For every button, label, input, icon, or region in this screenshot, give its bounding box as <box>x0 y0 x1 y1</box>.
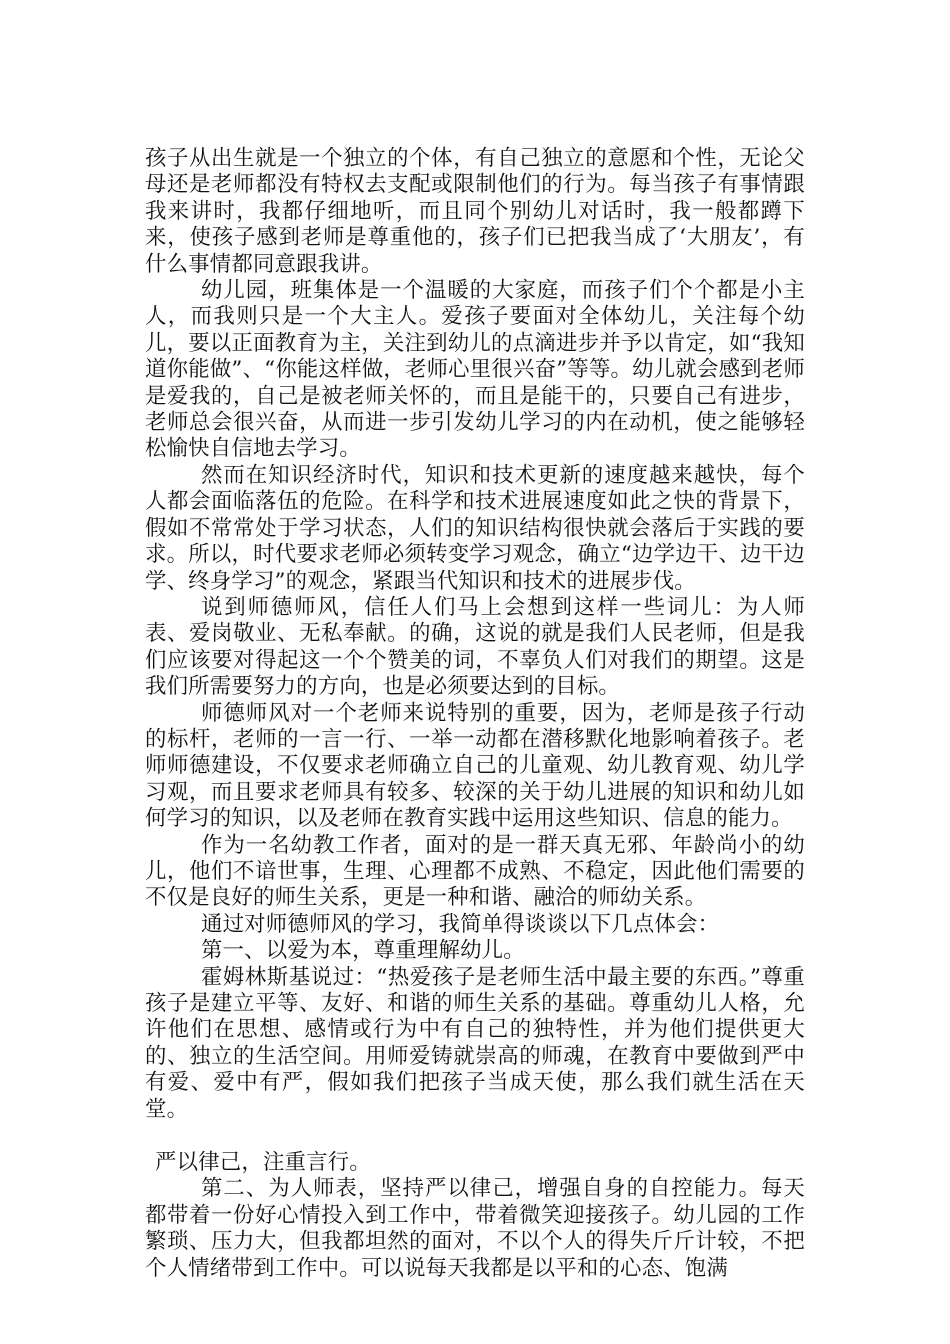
section-subheading: 严以律己，注重言行。 <box>155 1150 371 1176</box>
paragraph-gap <box>145 1123 805 1150</box>
paragraph-10: 第二、为人师表，坚持严以律己，增强自身的自控能力。每天都带着一份好心情投入到工作中，带着微笑迎接孩子。幼儿园的工作繁琐、压力大，但我都坦然的面对，不以个人的得失斤斤计较，不把个人情绪带到工作中。可以说每天我都是以平和的心态、饱满 <box>145 1176 805 1281</box>
paragraph-8: 第一、以爱为本，尊重理解幼儿。 <box>201 938 525 964</box>
paragraph-5: 师德师风对一个老师来说特别的重要，因为，老师是孩子行动的标杆，老师的一言一行、一举一动都在潜移默化地影响着孩子。老师师德建设，不仅要求老师确立自己的儿童观、幼儿教育观、幼儿学习观，而且要求老师具有较多、较深的关于幼儿进展的知识和幼儿如何学习的知识，以及老师在教育实践中运用这些知识、信息的能力。 <box>145 700 805 832</box>
paragraph-2: 幼儿园，班集体是一个温暖的大家庭，而孩子们个个都是小主人，而我则只是一个大主人。爱孩子要面对全体幼儿，关注每个幼儿，要以正面教育为主，关注到幼儿的点滴进步并予以肯定，如“我知道你能做”、“你能这样做，老师心里很兴奋”等等。幼儿就会感到老师是爱我的，自己是被老师关怀的，而且是能干的，只要自己有进步，老师总会很兴奋，从而进一步引发幼儿学习的内在动机，使之能够轻松愉快自信地去学习。 <box>145 278 805 462</box>
paragraph-6: 作为一名幼教工作者，面对的是一群天真无邪、年龄尚小的幼儿，他们不谙世事，生理、心理都不成熟、不稳定，因此他们需要的不仅是良好的师生关系，更是一种和谐、融洽的师幼关系。 <box>145 832 805 911</box>
paragraph-7: 通过对师德师风的学习，我简单得谈谈以下几点体会： <box>201 911 720 937</box>
paragraph-3: 然而在知识经济时代，知识和技术更新的速度越来越快，每个人都会面临落伍的危险。在科学和技术进展速度如此之快的背景下，假如不常常处于学习状态，人们的知识结构很快就会落后于实践的要求。所以，时代要求老师必须转变学习观念，确立“边学边干、边干边学、终身学习”的观念，紧跟当代知识和技术的进展步伐。 <box>145 462 805 594</box>
paragraph-4: 说到师德师风，信任人们马上会想到这样一些词儿：为人师表、爱岗敬业、无私奉献。的确，这说的就是我们人民老师，但是我们应该要对得起这一个个赞美的词，不辜负人们对我们的期望。这是我们所需要努力的方向，也是必须要达到的目标。 <box>145 594 805 700</box>
paragraph-9: 霍姆林斯基说过：“热爱孩子是老师生活中最主要的东西。”尊重孩子是建立平等、友好、和谐的师生关系的基础。尊重幼儿人格，允许他们在思想、感情或行为中有自己的独特性，并为他们提供更大的、独立的生活空间。用师爱铸就崇高的师魂，在教育中要做到严中有爱、爱中有严，假如我们把孩子当成天使，那么我们就生活在天堂。 <box>145 964 805 1122</box>
document-body <box>145 146 805 1282</box>
paragraph-1: 孩子从出生就是一个独立的个体，有自己独立的意愿和个性，无论父母还是老师都没有特权去支配或限制他们的行为。每当孩子有事情跟我来讲时，我都仔细地听，而且同个别幼儿对话时，我一般都蹲下来，使孩子感到老师是尊重他的，孩子们已把我当成了‘大朋友’，有什么事情都同意跟我讲。 <box>145 146 805 277</box>
